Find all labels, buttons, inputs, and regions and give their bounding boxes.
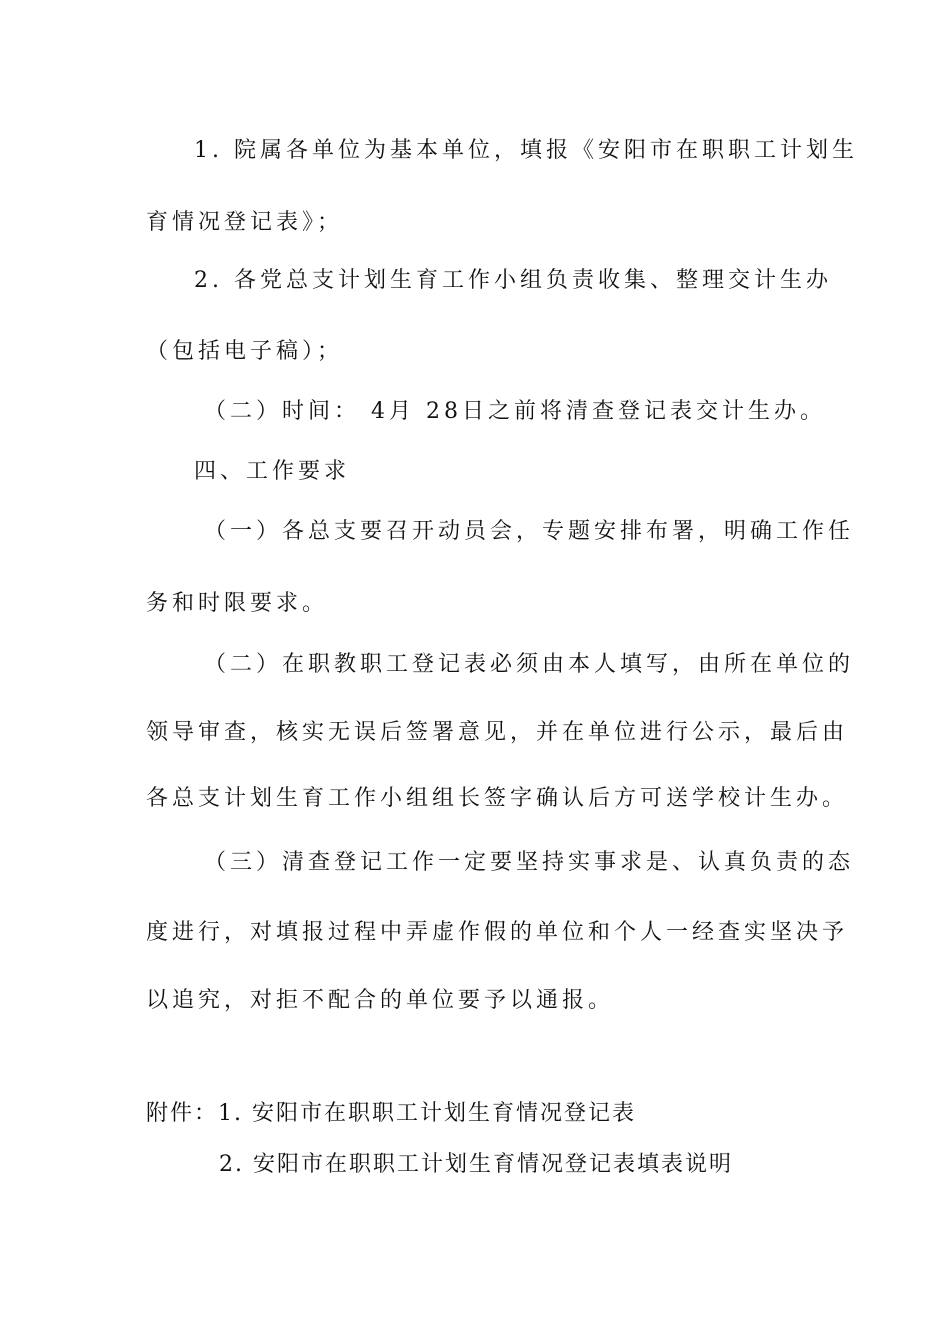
paragraph-line: （一）各总支要召开动员会，专题安排布署，明确工作任 bbox=[204, 519, 855, 544]
paragraph-line: （二）在职教职工登记表必须由本人填写，由所在单位的 bbox=[204, 652, 855, 677]
paragraph-line: （包括电子稿）； bbox=[146, 339, 344, 364]
paragraph-line: 领导审查，核实无误后签署意见，并在单位进行公示，最后由 bbox=[146, 720, 849, 745]
paragraph-line: 以追究，对拒不配合的单位要予以通报。 bbox=[146, 988, 615, 1013]
paragraph-line: 1. 院属各单位为基本单位，填报《安阳市在职职工计划生 bbox=[194, 138, 858, 163]
attachments-label: 附件： bbox=[146, 1101, 219, 1126]
paragraph-line: （二）时间： 4月 28日之前将清查登记表交计生办。 bbox=[204, 399, 826, 424]
attachment-item: 2. 安阳市在职职工计划生育情况登记表填表说明 bbox=[219, 1152, 733, 1177]
paragraph-line: 2. 各党总支计划生育工作小组负责收集、整理交计生办 bbox=[194, 268, 832, 293]
attachment-item: 1. 安阳市在职职工计划生育情况登记表 bbox=[218, 1101, 637, 1126]
section-heading: 四、工作要求 bbox=[194, 459, 351, 484]
paragraph-line: 育情况登记表》； bbox=[146, 210, 344, 235]
paragraph-line: （三）清查登记工作一定要坚持实事求是、认真负责的态 bbox=[204, 850, 855, 875]
paragraph-line: 度进行，对填报过程中弄虚作假的单位和个人一经查实坚决予 bbox=[146, 920, 849, 945]
paragraph-line: 各总支计划生育工作小组组长签字确认后方可送学校计生办。 bbox=[146, 786, 849, 811]
paragraph-line: 务和时限要求。 bbox=[146, 591, 329, 616]
attachments-line bbox=[146, 1099, 636, 1129]
